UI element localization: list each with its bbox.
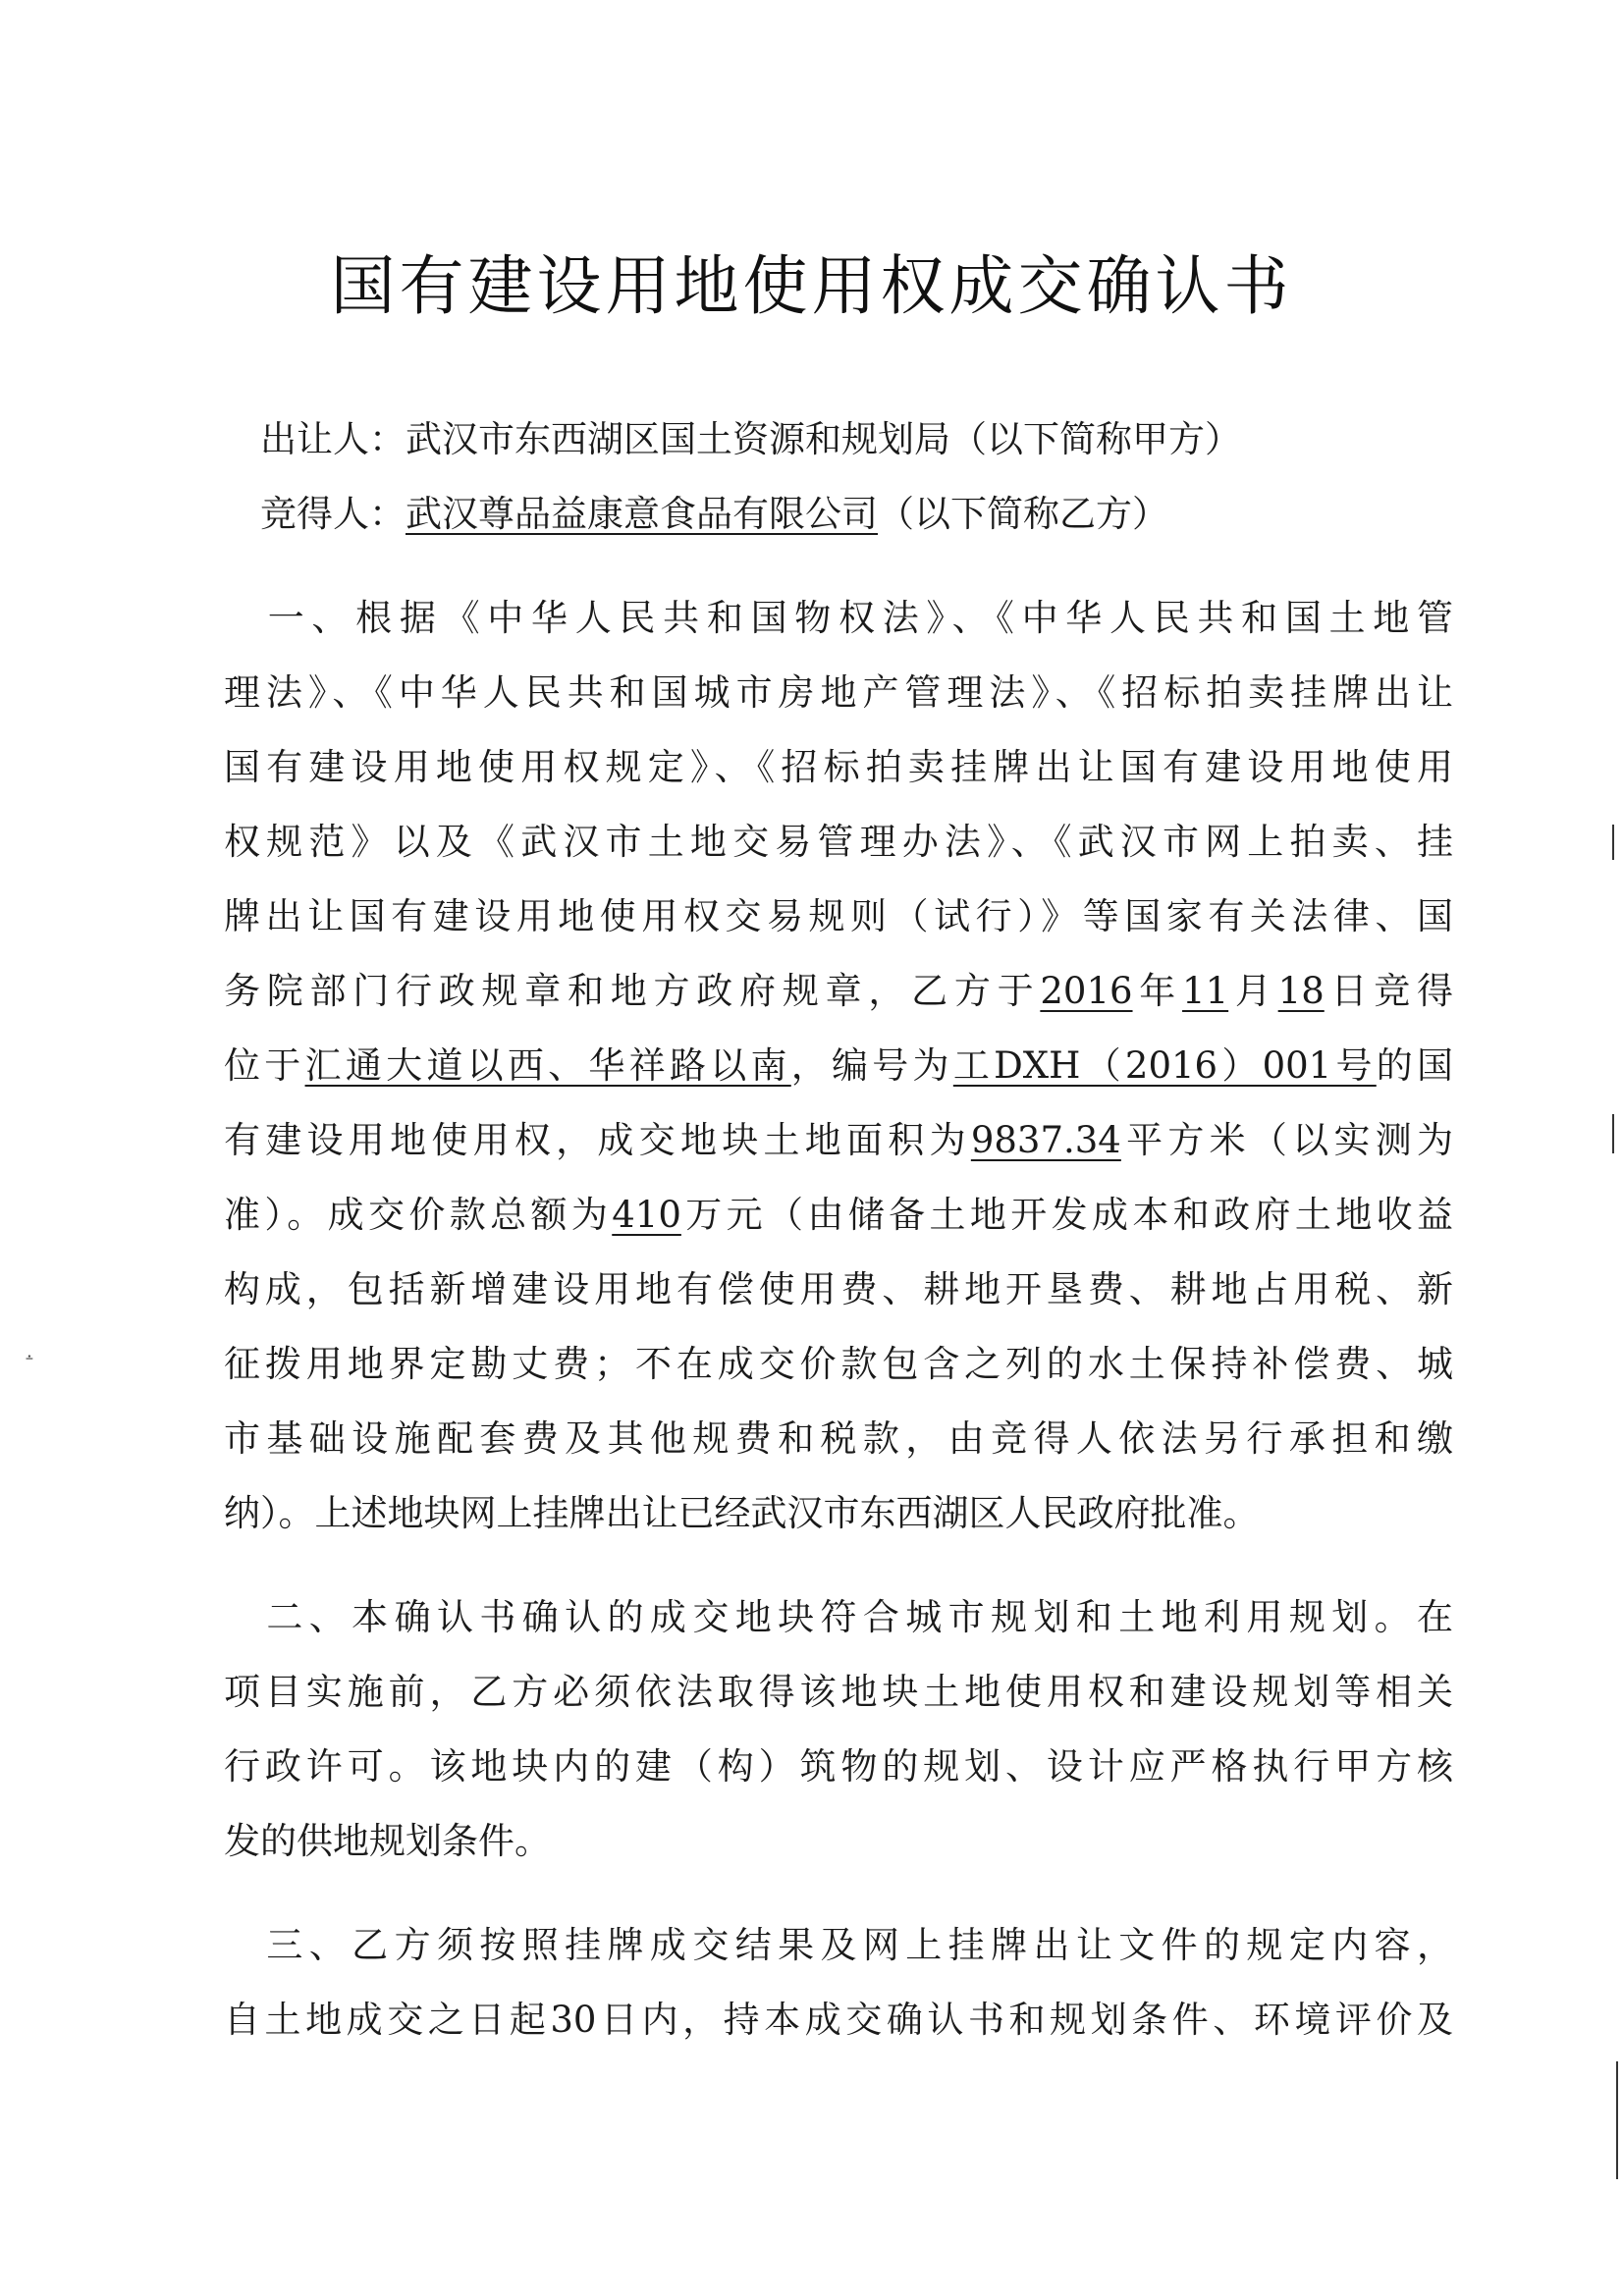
text-segment: 的国 (1376, 1044, 1454, 1087)
filled-field: 汇通大道以西、华祥路以南 (304, 1044, 791, 1087)
text-line (224, 954, 1453, 1029)
text-segment: 年 (1132, 970, 1183, 1012)
text-segment: 出让人：武汉市东西湖区国土资源和规划局（以下简称甲方） (224, 418, 1241, 460)
filled-field: 410 (612, 1194, 681, 1236)
filled-field: 11 (1182, 970, 1229, 1012)
text-segment: ，编号为 (790, 1044, 953, 1087)
scan-mark (1612, 825, 1614, 860)
text-line (224, 1178, 1453, 1253)
scan-mark (1616, 2061, 1618, 2179)
text-segment: 权规范》以及《武汉市土地交易管理办法》、《武汉市网上拍卖、挂 (224, 821, 1453, 863)
text-segment: 有建设用地使用权，成交地块土地面积为 (224, 1119, 971, 1161)
text-line (224, 805, 1453, 880)
text-segment: 二、本确认书确认的成交地块符合城市规划和土地利用规划。在 (224, 1596, 1453, 1638)
text-line (224, 880, 1453, 954)
text-line (224, 1804, 1453, 1879)
filled-field: 工DXH（2016）001号 (952, 1044, 1377, 1087)
text-segment: 理法》、《中华人民共和国城市房地产管理法》、《招标拍卖挂牌出让 (224, 671, 1453, 714)
text-segment: 万元（由储备土地开发成本和政府土地收益 (680, 1194, 1453, 1236)
text-segment: 竞得人： (224, 493, 406, 535)
text-line (224, 1327, 1453, 1402)
text-segment: 纳）。上述地块网上挂牌出让已经武汉市东西湖区人民政府批准。 (224, 1492, 1260, 1534)
filled-field: 武汉尊品益康意食品有限公司 (406, 493, 878, 535)
text-line (224, 1029, 1453, 1103)
text-segment: 日竞得 (1324, 970, 1454, 1012)
text-segment: 三、乙方须按照挂牌成交结果及网上挂牌出让文件的规定内容， (224, 1924, 1453, 1966)
text-line (224, 477, 1453, 552)
filled-field: 18 (1277, 970, 1325, 1012)
text-segment: 位于 (224, 1044, 305, 1087)
filled-field: 2016 (1040, 970, 1133, 1012)
document-body (224, 402, 1453, 2057)
text-line (224, 1655, 1453, 1730)
paragraph-gap (224, 1879, 1453, 1908)
text-line (224, 1476, 1453, 1551)
scan-mark (1612, 1114, 1614, 1153)
text-segment: 准）。成交价款总额为 (224, 1194, 613, 1236)
text-segment: 市基础设施配套费及其他规费和税款，由竞得人依法另行承担和缴 (224, 1417, 1453, 1460)
text-line (224, 1103, 1453, 1178)
text-line (224, 1253, 1453, 1327)
text-segment: 征拨用地界定勘丈费；不在成交价款包含之列的水土保持补偿费、城 (224, 1343, 1453, 1385)
text-line (224, 656, 1453, 730)
text-line (224, 1983, 1453, 2057)
text-segment: 构成，包括新增建设用地有偿使用费、耕地开垦费、耕地占用税、新 (224, 1268, 1453, 1310)
text-segment: 发的供地规划条件。 (224, 1820, 551, 1862)
text-segment: 牌出让国有建设用地使用权交易规则（试行）》等国家有关法律、国 (224, 895, 1453, 937)
text-segment: 务院部门行政规章和地方政府规章，乙方于 (224, 970, 1041, 1012)
text-line (224, 730, 1453, 805)
text-line (224, 402, 1453, 477)
text-line (224, 1402, 1453, 1476)
text-line (224, 1908, 1453, 1983)
text-segment: 一、根据《中华人民共和国物权法》、《中华人民共和国土地管 (224, 597, 1453, 639)
text-line (224, 1580, 1453, 1655)
text-segment: （以下简称乙方） (878, 493, 1168, 535)
text-segment: 自土地成交之日起30日内，持本成交确认书和规划条件、环境评价及 (224, 1999, 1453, 2041)
paragraph-gap (224, 1551, 1453, 1580)
text-segment: 平方米（以实测为 (1120, 1119, 1454, 1161)
text-segment: 行政许可。该地块内的建（构）筑物的规划、设计应严格执行甲方核 (224, 1745, 1453, 1788)
paragraph-gap (224, 552, 1453, 581)
text-line (224, 581, 1453, 656)
text-segment: 月 (1228, 970, 1278, 1012)
filled-field: 9837.34 (970, 1119, 1121, 1161)
document-title: 国有建设用地使用权成交确认书 (330, 248, 1293, 324)
text-segment: 项目实施前，乙方必须依法取得该地块土地使用权和建设规划等相关 (224, 1671, 1453, 1713)
text-line (224, 1730, 1453, 1804)
text-segment: 国有建设用地使用权规定》、《招标拍卖挂牌出让国有建设用地使用 (224, 746, 1453, 788)
